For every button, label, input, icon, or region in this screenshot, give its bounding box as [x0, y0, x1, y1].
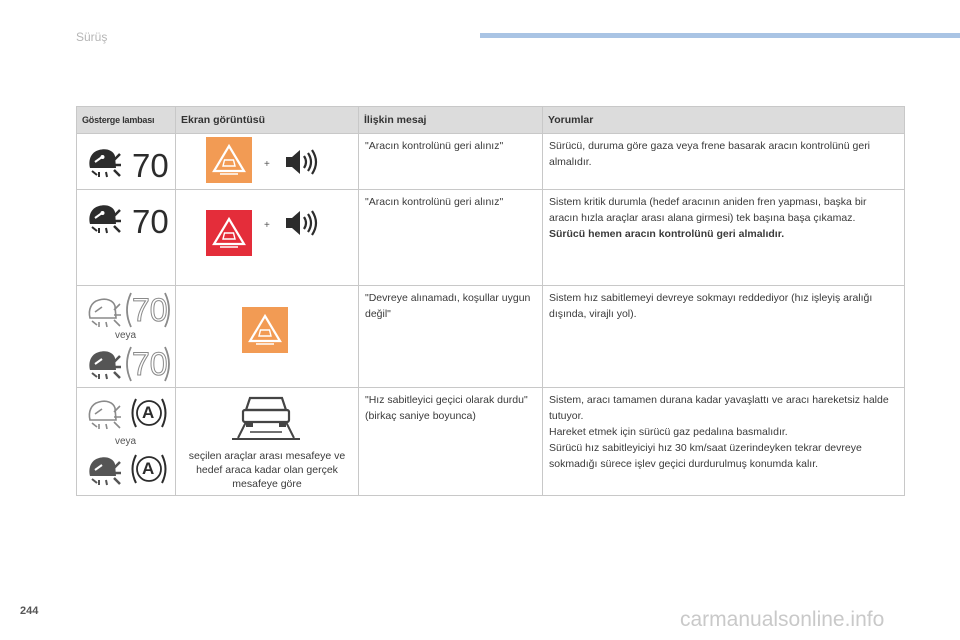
message-text: "Hız sabitleyici geçici olarak durdu" [365, 394, 528, 406]
column-header-message: İlişkin mesaj [359, 107, 543, 134]
comment-cell [543, 388, 905, 496]
chapter-accent-bar [480, 33, 960, 38]
plus-sign: + [264, 220, 270, 231]
table-row [77, 388, 905, 496]
indicator-cell [77, 388, 176, 496]
column-header-display: Ekran görüntüsü [176, 107, 359, 134]
table-row [77, 134, 905, 190]
message-cell: "Devreye alınamadı, koşullar uygun değil" [359, 286, 543, 388]
collision-warning-orange-icon [242, 307, 288, 353]
page-number: 244 [20, 605, 39, 617]
speed-value: 70 [132, 147, 169, 184]
watermark: carmanualsonline.info [680, 608, 885, 631]
message-cell [359, 388, 543, 496]
cruise-control-icon [87, 454, 123, 486]
collision-warning-orange-icon [206, 137, 252, 183]
display-cell [176, 190, 359, 286]
table-row [77, 190, 905, 286]
comment-cell [543, 286, 905, 388]
message-cell: "Aracın kontrolünü geri alınız" [359, 190, 543, 286]
display-caption: seçilen araçlar arası mesafeye ve hedef araca kadar olan gerçek mesafeye göre [188, 450, 346, 490]
chapter-title: Sürüş [76, 30, 108, 44]
comment-line: Hareket etmek için sürücü gaz pedalına basmalıdır. [549, 426, 788, 438]
collision-warning-red-icon [206, 210, 252, 256]
cruise-control-icon [87, 348, 123, 380]
display-cell [176, 388, 359, 496]
cruise-control-icon [87, 146, 123, 178]
comment-text: Sürücü, duruma göre gaza veya frene basarak aracın kontrolünü geri almalıdır. [549, 140, 871, 168]
vehicle-distance-icon [228, 394, 304, 440]
comment-cell [543, 134, 905, 190]
speed-value: 70 [132, 203, 169, 240]
comment-text: Sistem hız sabitlemeyi devreye sokmayı reddediyor (hız işleyiş aralığı dışında, virajlı yol). [549, 292, 873, 320]
table-row [77, 286, 905, 388]
message-note: (birkaç saniye boyunca) [365, 410, 476, 422]
table-header-row [77, 107, 905, 134]
indicator-table [76, 106, 905, 496]
sound-alert-icon [284, 148, 320, 176]
or-label: veya [115, 436, 137, 447]
comment-text: Sistem kritik durumla (hedef aracının aniden fren yapması, başka bir aracın hızla araçlar arası alana girmesi) tek başına başa çıkamaz. [549, 196, 867, 224]
comment-emphasis: Sürücü hemen aracın kontrolünü geri almalıdır. [549, 228, 785, 240]
plus-sign: + [264, 159, 270, 170]
display-cell [176, 134, 359, 190]
comment-cell [543, 190, 905, 286]
comment-line: Sistem, aracı tamamen durana kadar yavaşlattı ve aracı hareketsiz halde tutuyor. [549, 394, 889, 422]
indicator-cell [77, 134, 176, 190]
column-header-comments: Yorumlar [543, 107, 905, 134]
indicator-cell [77, 286, 176, 388]
indicator-cell [77, 190, 176, 286]
auto-hold-letter: A [142, 403, 155, 422]
comment-line: Sürücü hız sabitleyiciyi hız 30 km/saat üzerindeyken tekrar devreye sokmadığı sürece işlev geçici durdurulmuş konumda kalır. [549, 442, 862, 470]
column-header-indicator: Gösterge lambası [77, 107, 176, 134]
speed-value: 70 [132, 292, 168, 328]
display-cell [176, 286, 359, 388]
cruise-control-icon [87, 202, 123, 234]
cruise-control-outline-icon [87, 296, 123, 328]
auto-hold-letter: A [142, 459, 155, 478]
message-cell: "Aracın kontrolünü geri alınız" [359, 134, 543, 190]
cruise-control-outline-icon [87, 398, 123, 430]
or-label: veya [115, 330, 137, 341]
sound-alert-icon [284, 209, 320, 237]
speed-value: 70 [132, 346, 168, 382]
